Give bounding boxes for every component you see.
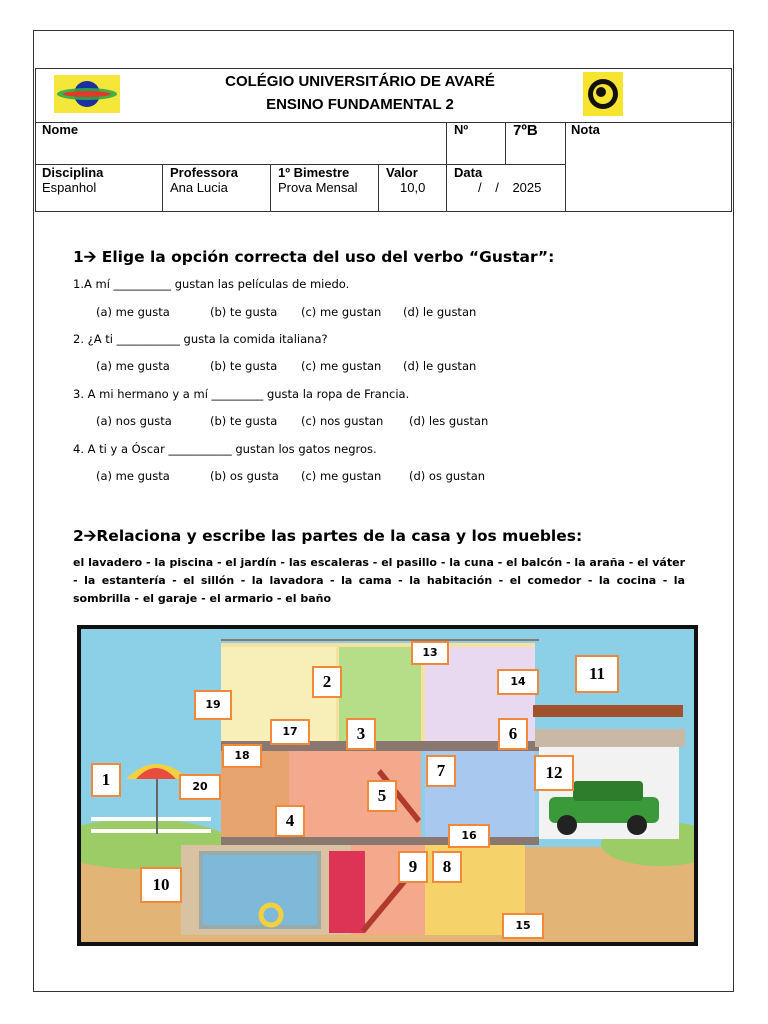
school-name: COLÉGIO UNIVERSITÁRIO DE AVARÉ xyxy=(225,73,495,90)
q2-option-c: (c) me gustan xyxy=(301,359,382,373)
q1-option-b: (b) te gusta xyxy=(210,305,278,319)
label-16: 16 xyxy=(448,824,490,848)
section2-title: 2🡪Relaciona y escribe las partes de la casa y los muebles: xyxy=(73,527,583,545)
question-3: 3. A mi hermano y a mí _________ gusta la ropa de Francia. xyxy=(73,387,410,401)
label-20: 20 xyxy=(179,774,221,800)
data-value: / / 2025 xyxy=(478,180,542,195)
q1-option-c: (c) me gustan xyxy=(301,305,382,319)
label-1: 1 xyxy=(91,763,121,797)
valor-label: Valor xyxy=(386,165,418,180)
word-bank: el lavadero - la piscina - el jardín - las escaleras - el pasillo - la cuna - el balcón - la araña - el váter - la estantería - el sillón - la lavadora - la cama - la habitación - el comedor - la cocina - la sombrilla - el garaje - el armario - el baño xyxy=(73,556,685,605)
bimestre-value: Prova Mensal xyxy=(278,180,358,195)
label-18: 18 xyxy=(222,744,262,768)
data-label: Data xyxy=(454,165,483,180)
nome-label: Nome xyxy=(42,122,79,137)
school-logo-right xyxy=(583,72,623,116)
q3-option-a: (a) nos gusta xyxy=(96,414,172,428)
label-3: 3 xyxy=(346,718,376,750)
q1-option-a: (a) me gusta xyxy=(96,305,170,319)
label-8: 8 xyxy=(432,851,462,883)
label-9: 9 xyxy=(398,851,428,883)
disciplina-label: Disciplina xyxy=(42,165,104,180)
nota-label: Nota xyxy=(571,122,600,137)
q3-option-c: (c) nos gustan xyxy=(301,414,384,428)
section1-title: 1🡪 Elige la opción correcta del uso del verbo “Gustar”: xyxy=(73,248,555,266)
label-17: 17 xyxy=(270,719,310,745)
house-illustration xyxy=(77,625,698,946)
label-13: 13 xyxy=(411,641,449,665)
q1-option-d: (d) le gustan xyxy=(403,305,477,319)
q3-option-b: (b) te gusta xyxy=(210,414,278,428)
question-4: 4. A ti y a Óscar ___________ gustan los gatos negros. xyxy=(73,442,377,456)
q4-option-c: (c) me gustan xyxy=(301,469,382,483)
school-title xyxy=(150,70,570,116)
label-5: 5 xyxy=(367,780,397,812)
label-12: 12 xyxy=(534,755,574,791)
question-2: 2. ¿A ti ___________ gusta la comida italiana? xyxy=(73,332,328,346)
turma: 7ºB xyxy=(513,122,538,139)
q4-option-d: (d) os gustan xyxy=(409,469,486,483)
label-2: 2 xyxy=(312,666,342,698)
label-7: 7 xyxy=(426,755,456,787)
q2-option-b: (b) te gusta xyxy=(210,359,278,373)
q3-option-d: (d) les gustan xyxy=(409,414,489,428)
school-logo-left xyxy=(54,75,120,113)
q2-option-d: (d) le gustan xyxy=(403,359,477,373)
label-4: 4 xyxy=(275,805,305,837)
disciplina-value: Espanhol xyxy=(42,180,97,195)
label-14: 14 xyxy=(497,669,539,695)
numero-label: Nº xyxy=(454,122,469,137)
valor-value: 10,0 xyxy=(400,180,426,195)
school-level: ENSINO FUNDAMENTAL 2 xyxy=(266,96,454,113)
label-10: 10 xyxy=(140,867,182,903)
professora-label: Professora xyxy=(170,165,238,180)
q2-option-a: (a) me gusta xyxy=(96,359,170,373)
label-15: 15 xyxy=(502,913,544,939)
question-1: 1.A mí __________ gustan las películas de miedo. xyxy=(73,277,350,291)
label-19: 19 xyxy=(194,690,232,720)
bimestre-label: 1º Bimestre xyxy=(278,165,350,180)
label-11: 11 xyxy=(575,655,619,693)
q4-option-b: (b) os gusta xyxy=(210,469,279,483)
label-6: 6 xyxy=(498,718,528,750)
q4-option-a: (a) me gusta xyxy=(96,469,170,483)
professora-value: Ana Lucia xyxy=(170,180,228,195)
